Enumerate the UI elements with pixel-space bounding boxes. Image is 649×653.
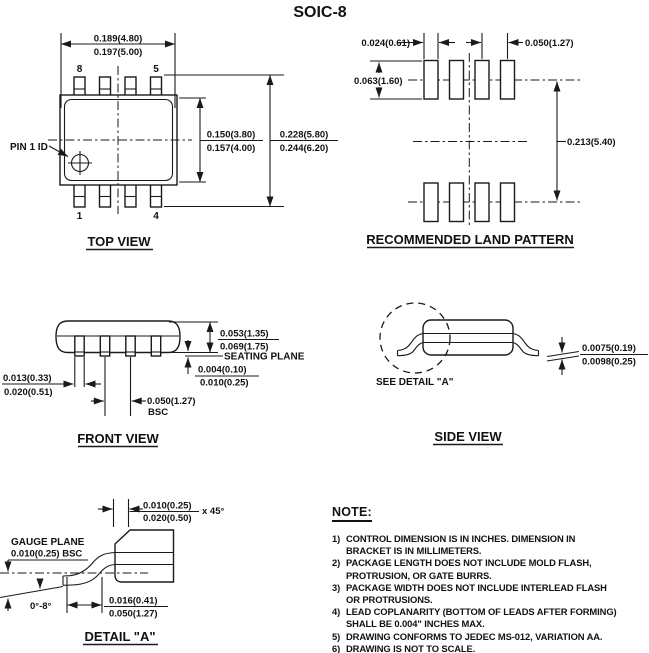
- note-line: [332, 643, 648, 653]
- svg-text:x 45°: x 45°: [202, 506, 225, 517]
- notes-section: [332, 503, 648, 653]
- svg-text:0.069(1.75): 0.069(1.75): [220, 341, 269, 353]
- svg-text:0.010(0.25): 0.010(0.25): [143, 500, 192, 512]
- svg-text:0.244(6.20): 0.244(6.20): [279, 143, 329, 154]
- svg-text:0°-8°: 0°-8°: [30, 601, 52, 612]
- pin-number-4: 4: [153, 211, 159, 222]
- dim-body-height: [168, 322, 279, 353]
- note-number: 5): [332, 630, 341, 642]
- note-text: BRACKET IS IN MILLIMETERS.: [346, 545, 482, 557]
- note-number: 3): [332, 581, 341, 593]
- note-text: SHALL BE 0.004" INCHES MAX.: [346, 618, 485, 630]
- note-text: PACKAGE LENGTH DOES NOT INCLUDE MOLD FLASH,: [346, 557, 592, 569]
- dim-lead-pitch: [91, 357, 196, 418]
- svg-text:0.063(1.60): 0.063(1.60): [354, 76, 403, 87]
- gauge-plane-callout: [8, 537, 88, 572]
- pin-number-8: 8: [76, 64, 83, 75]
- svg-text:0.020(0.50): 0.020(0.50): [143, 513, 192, 524]
- note-line: [332, 582, 648, 594]
- dim-lead-thickness: [547, 337, 648, 375]
- note-text: LEAD COPLANARITY (BOTTOM OF LEADS AFTER FORMING): [346, 606, 617, 618]
- svg-text:0.053(1.35): 0.053(1.35): [220, 328, 269, 340]
- svg-text:0.213(5.40): 0.213(5.40): [567, 137, 616, 148]
- gauge-plane-label: GAUGE PLANE: [11, 537, 85, 548]
- svg-text:0.157(4.00): 0.157(4.00): [206, 143, 256, 154]
- note-text: DRAWING CONFORMS TO JEDEC MS-012, VARIATION AA.: [346, 630, 603, 642]
- svg-text:0.0098(0.25): 0.0098(0.25): [582, 356, 636, 368]
- dim-chamfer: [98, 499, 224, 527]
- top-view: [10, 33, 338, 250]
- note-line: [332, 557, 648, 569]
- note-number: 6): [332, 642, 341, 653]
- notes-heading: NOTE:: [332, 505, 372, 522]
- dim-pad-width: [361, 33, 455, 59]
- dim-lead-width: [2, 357, 101, 398]
- svg-text:0.197(5.00): 0.197(5.00): [93, 47, 143, 58]
- detail-a-package-body: [115, 530, 174, 582]
- side-view-title: SIDE VIEW: [434, 429, 502, 444]
- svg-text:0.189(4.80): 0.189(4.80): [93, 33, 143, 45]
- front-view-title: FRONT VIEW: [77, 431, 159, 446]
- svg-text:0.020(0.51): 0.020(0.51): [4, 387, 53, 398]
- svg-text:0.0075(0.19): 0.0075(0.19): [582, 343, 636, 354]
- dim-row-span: [557, 82, 616, 201]
- svg-text:0.050(1.27): 0.050(1.27): [109, 608, 158, 620]
- svg-text:0.024(0.61): 0.024(0.61): [361, 38, 410, 49]
- land-pattern: [354, 33, 616, 248]
- detail-a: [0, 499, 224, 645]
- side-view: [376, 303, 648, 445]
- note-line: [332, 618, 648, 630]
- side-view-package-body: [423, 320, 513, 355]
- seating-plane-label: SEATING PLANE: [224, 351, 305, 363]
- note-text: PROTRUSION, OR GATE BURRS.: [346, 569, 492, 581]
- note-line: [332, 570, 648, 582]
- pin1-id-label: PIN 1 ID: [10, 142, 48, 153]
- note-number: 2): [332, 557, 341, 569]
- dim-pad-pitch: [466, 33, 574, 59]
- note-text: PACKAGE WIDTH DOES NOT INCLUDE INTERLEAD FLASH: [346, 581, 607, 593]
- note-line: [332, 594, 648, 606]
- note-text: DRAWING IS NOT TO SCALE.: [346, 642, 476, 653]
- top-view-title: TOP VIEW: [87, 234, 151, 249]
- note-number: 1): [332, 533, 341, 544]
- note-line: [332, 545, 648, 557]
- svg-text:0.050(1.27): 0.050(1.27): [525, 38, 574, 49]
- gauge-plane-dim: 0.010(0.25) BSC: [11, 548, 83, 560]
- note-text: OR PROTRUSIONS.: [346, 594, 433, 606]
- svg-text:0.050(1.27): 0.050(1.27): [147, 396, 196, 407]
- pin-number-1: 1: [76, 211, 83, 222]
- notes-list: [332, 533, 648, 653]
- svg-text:0.016(0.41): 0.016(0.41): [109, 595, 158, 607]
- detail-a-title: DETAIL "A": [84, 629, 156, 644]
- svg-text:0.013(0.33): 0.013(0.33): [3, 373, 52, 384]
- svg-text:BSC: BSC: [148, 407, 169, 418]
- note-line: [332, 606, 648, 618]
- note-line: [332, 533, 648, 545]
- see-detail-label: SEE DETAIL "A": [376, 377, 454, 388]
- svg-text:0.228(5.80): 0.228(5.80): [279, 129, 329, 141]
- page-title: SOIC-8: [293, 4, 347, 21]
- land-pattern-title: RECOMMENDED LAND PATTERN: [366, 232, 574, 247]
- note-number: 4): [332, 606, 341, 618]
- dim-lead-angle: [0, 579, 63, 612]
- svg-text:0.010(0.25): 0.010(0.25): [200, 377, 249, 389]
- note-line: [332, 631, 648, 643]
- note-text: CONTROL DIMENSION IS IN INCHES. DIMENSION IN: [346, 533, 576, 544]
- svg-text:0.150(3.80): 0.150(3.80): [206, 129, 256, 141]
- front-view: [2, 321, 305, 447]
- svg-text:0.004(0.10): 0.004(0.10): [198, 364, 247, 376]
- pin-number-5: 5: [153, 64, 159, 75]
